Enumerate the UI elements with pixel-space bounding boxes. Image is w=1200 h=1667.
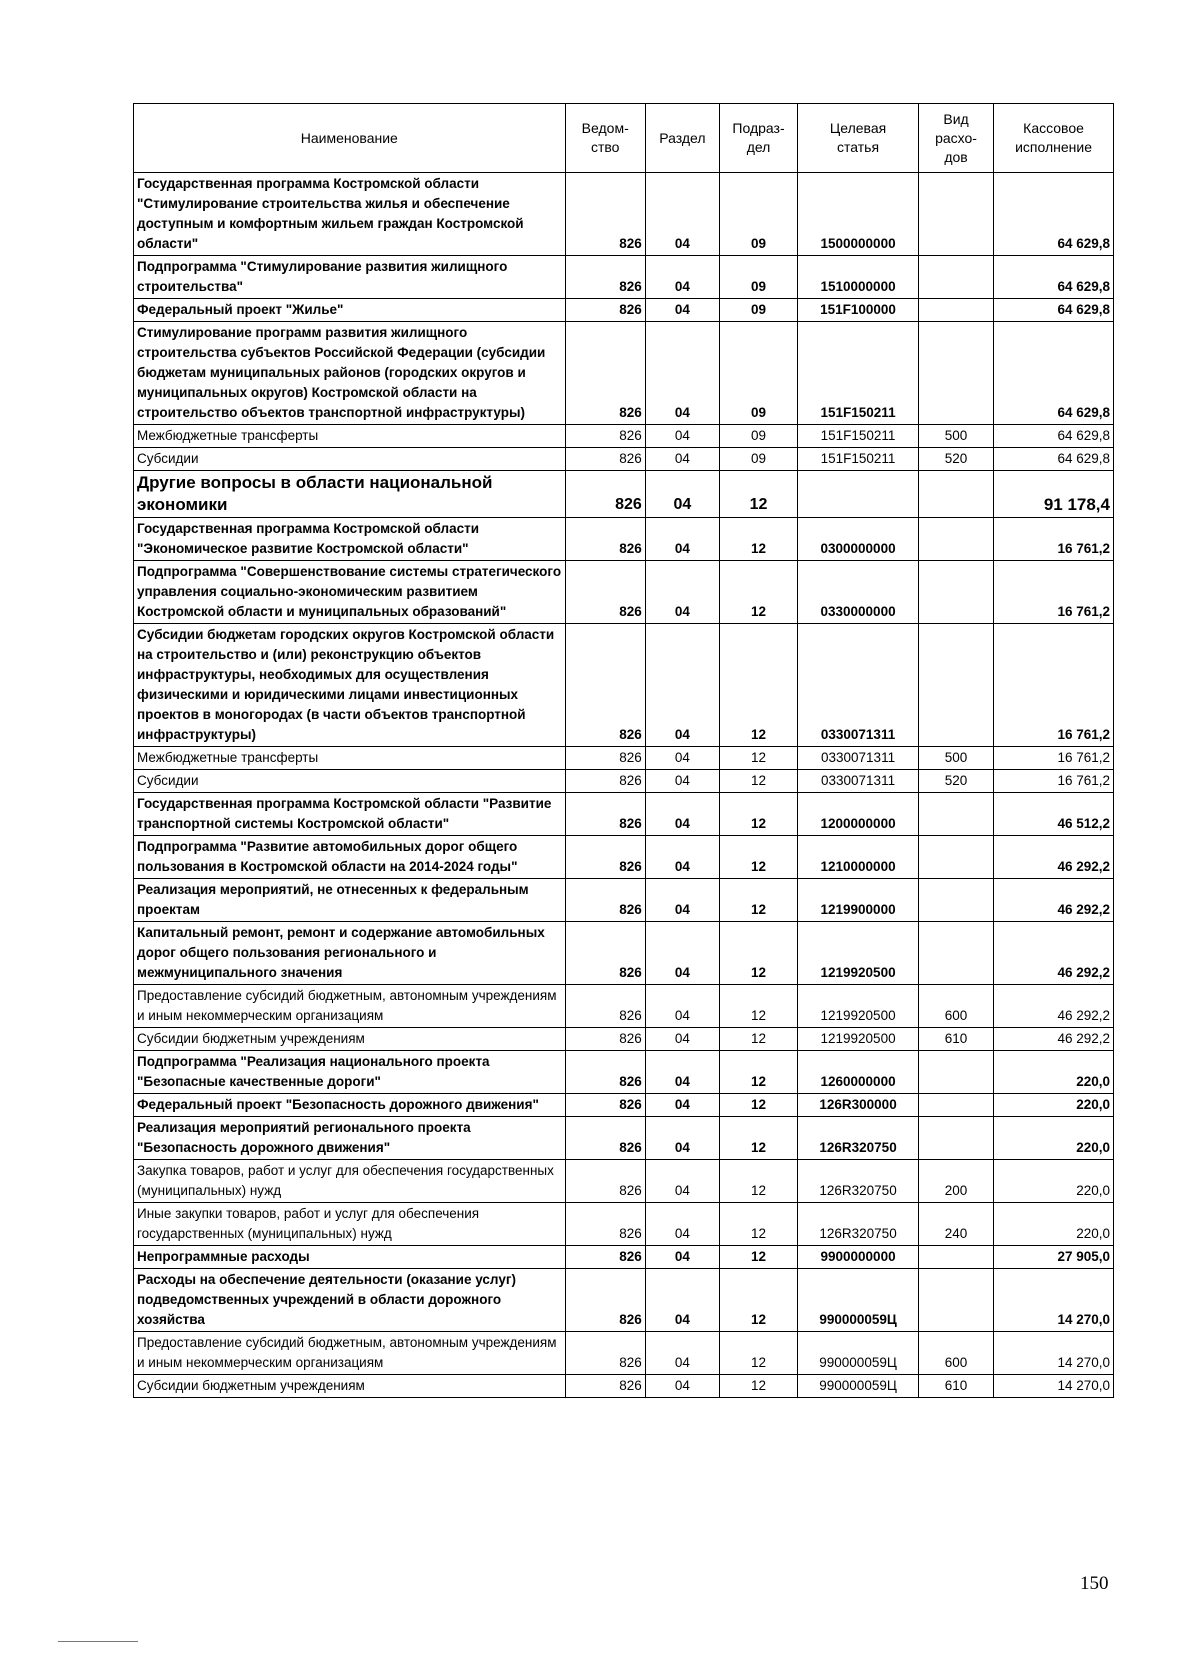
cell-department: 826 (565, 471, 645, 518)
cell-department: 826 (565, 1269, 645, 1332)
cell-expense-type (918, 1269, 993, 1332)
cell-name: Государственная программа Костромской области "Стимулирование строительства жилья и обеспечение доступным и комфортным жильем граждан Костромской области" (134, 173, 566, 256)
cell-expense-type (918, 471, 993, 518)
cell-name: Подпрограмма "Совершенствование системы стратегического управления социально-экономическим развитием Костромской области и муниципальных образований" (134, 561, 566, 624)
cell-subsection: 12 (719, 471, 797, 518)
cell-department: 826 (565, 793, 645, 836)
cell-section: 04 (645, 561, 719, 624)
cell-department: 826 (565, 624, 645, 747)
cell-amount: 64 629,8 (994, 448, 1114, 471)
cell-section: 04 (645, 1246, 719, 1269)
cell-amount: 64 629,8 (994, 173, 1114, 256)
table-row (134, 985, 1114, 1028)
table-row (134, 836, 1114, 879)
cell-name: Стимулирование программ развития жилищного строительства субъектов Российской Федерации (субсидии бюджетам муниципальных районов (городских округов и муниципальных округов) Костромской области на строительство объектов транспортной инфраструктуры) (134, 322, 566, 425)
table-row (134, 173, 1114, 256)
cell-target-article: 1510000000 (798, 256, 919, 299)
cell-name: Межбюджетные трансферты (134, 747, 566, 770)
cell-expense-type: 600 (918, 1332, 993, 1375)
cell-target-article: 1210000000 (798, 836, 919, 879)
cell-section: 04 (645, 747, 719, 770)
cell-department: 826 (565, 1160, 645, 1203)
cell-amount: 27 905,0 (994, 1246, 1114, 1269)
cell-department: 826 (565, 922, 645, 985)
header-section: Раздел (645, 104, 719, 173)
cell-subsection: 12 (719, 561, 797, 624)
cell-target-article: 126R320750 (798, 1117, 919, 1160)
page-number: 150 (1080, 1573, 1109, 1594)
cell-section: 04 (645, 256, 719, 299)
cell-department: 826 (565, 322, 645, 425)
cell-amount: 14 270,0 (994, 1375, 1114, 1398)
cell-section: 04 (645, 836, 719, 879)
cell-target-article (798, 471, 919, 518)
cell-name: Межбюджетные трансферты (134, 425, 566, 448)
cell-expense-type (918, 561, 993, 624)
cell-subsection: 09 (719, 173, 797, 256)
cell-subsection: 12 (719, 1246, 797, 1269)
cell-target-article: 990000059Ц (798, 1332, 919, 1375)
table-row (134, 1051, 1114, 1094)
cell-subsection: 12 (719, 1094, 797, 1117)
cell-target-article: 151F100000 (798, 299, 919, 322)
table-row (134, 1332, 1114, 1375)
table-row (134, 299, 1114, 322)
cell-expense-type: 520 (918, 448, 993, 471)
budget-table (133, 103, 1114, 1398)
cell-name: Расходы на обеспечение деятельности (оказание услуг) подведомственных учреждений в области дорожного хозяйства (134, 1269, 566, 1332)
table-row (134, 624, 1114, 747)
cell-section: 04 (645, 173, 719, 256)
cell-section: 04 (645, 1269, 719, 1332)
cell-amount: 64 629,8 (994, 299, 1114, 322)
cell-section: 04 (645, 471, 719, 518)
cell-target-article: 126R320750 (798, 1203, 919, 1246)
cell-subsection: 12 (719, 836, 797, 879)
cell-subsection: 09 (719, 256, 797, 299)
cell-department: 826 (565, 1375, 645, 1398)
table-row (134, 448, 1114, 471)
cell-subsection: 12 (719, 793, 797, 836)
table-row (134, 1160, 1114, 1203)
cell-amount: 14 270,0 (994, 1269, 1114, 1332)
cell-name: Государственная программа Костромской области "Экономическое развитие Костромской области" (134, 518, 566, 561)
cell-name: Реализация мероприятий, не отнесенных к федеральным проектам (134, 879, 566, 922)
table-row (134, 1375, 1114, 1398)
cell-expense-type: 500 (918, 747, 993, 770)
cell-expense-type (918, 173, 993, 256)
cell-target-article: 990000059Ц (798, 1269, 919, 1332)
cell-subsection: 09 (719, 425, 797, 448)
header-name: Наименование (134, 104, 566, 173)
cell-target-article: 151F150211 (798, 425, 919, 448)
cell-subsection: 12 (719, 1117, 797, 1160)
cell-target-article: 126R320750 (798, 1160, 919, 1203)
table-row (134, 879, 1114, 922)
cell-expense-type: 240 (918, 1203, 993, 1246)
cell-name: Субсидии бюджетам городских округов Костромской области на строительство и (или) реконструкцию объектов инфраструктуры, необходимых для осуществления физическими и юридическими лицами инвестиционных проектов в моногородах (в части объектов транспортной инфраструктуры) (134, 624, 566, 747)
cell-amount: 91 178,4 (994, 471, 1114, 518)
cell-amount: 46 292,2 (994, 985, 1114, 1028)
footer-rule (58, 1641, 138, 1642)
cell-section: 04 (645, 322, 719, 425)
cell-name: Закупка товаров, работ и услуг для обеспечения государственных (муниципальных) нужд (134, 1160, 566, 1203)
cell-amount: 220,0 (994, 1051, 1114, 1094)
cell-target-article: 1219920500 (798, 922, 919, 985)
cell-expense-type: 520 (918, 770, 993, 793)
cell-name: Подпрограмма "Стимулирование развития жилищного строительства" (134, 256, 566, 299)
header-cash-execution: Кассовое исполнение (994, 104, 1114, 173)
cell-department: 826 (565, 1028, 645, 1051)
cell-department: 826 (565, 173, 645, 256)
cell-department: 826 (565, 879, 645, 922)
table-row (134, 747, 1114, 770)
cell-expense-type (918, 299, 993, 322)
cell-name: Субсидии (134, 770, 566, 793)
table-row (134, 922, 1114, 985)
table-row (134, 518, 1114, 561)
table-row (134, 1028, 1114, 1051)
cell-subsection: 09 (719, 448, 797, 471)
cell-department: 826 (565, 561, 645, 624)
cell-department: 826 (565, 836, 645, 879)
cell-amount: 16 761,2 (994, 561, 1114, 624)
cell-subsection: 12 (719, 985, 797, 1028)
cell-subsection: 12 (719, 1332, 797, 1375)
cell-amount: 220,0 (994, 1203, 1114, 1246)
table-row (134, 1269, 1114, 1332)
cell-name: Субсидии бюджетным учреждениям (134, 1375, 566, 1398)
cell-amount: 64 629,8 (994, 425, 1114, 448)
cell-amount: 16 761,2 (994, 747, 1114, 770)
cell-expense-type (918, 836, 993, 879)
cell-expense-type: 200 (918, 1160, 993, 1203)
cell-name: Подпрограмма "Реализация национального проекта "Безопасные качественные дороги" (134, 1051, 566, 1094)
cell-target-article: 0330000000 (798, 561, 919, 624)
table-row (134, 256, 1114, 299)
cell-subsection: 12 (719, 1051, 797, 1094)
cell-department: 826 (565, 770, 645, 793)
cell-name: Субсидии бюджетным учреждениям (134, 1028, 566, 1051)
cell-subsection: 12 (719, 1375, 797, 1398)
cell-target-article: 1219920500 (798, 985, 919, 1028)
cell-department: 826 (565, 1332, 645, 1375)
cell-subsection: 12 (719, 770, 797, 793)
table-row (134, 1203, 1114, 1246)
cell-section: 04 (645, 1051, 719, 1094)
cell-target-article: 1219900000 (798, 879, 919, 922)
cell-amount: 46 512,2 (994, 793, 1114, 836)
cell-section: 04 (645, 770, 719, 793)
cell-amount: 14 270,0 (994, 1332, 1114, 1375)
cell-expense-type: 610 (918, 1028, 993, 1051)
cell-section: 04 (645, 1375, 719, 1398)
table-row (134, 471, 1114, 518)
cell-subsection: 09 (719, 322, 797, 425)
table-row (134, 1246, 1114, 1269)
cell-department: 826 (565, 1117, 645, 1160)
table-row (134, 561, 1114, 624)
cell-target-article: 990000059Ц (798, 1375, 919, 1398)
table-row (134, 793, 1114, 836)
cell-target-article: 1200000000 (798, 793, 919, 836)
cell-target-article: 151F150211 (798, 322, 919, 425)
cell-expense-type (918, 518, 993, 561)
cell-section: 04 (645, 793, 719, 836)
header-subsection: Подраз- дел (719, 104, 797, 173)
table-row (134, 770, 1114, 793)
cell-amount: 220,0 (994, 1094, 1114, 1117)
cell-section: 04 (645, 1160, 719, 1203)
cell-expense-type (918, 322, 993, 425)
cell-subsection: 12 (719, 1160, 797, 1203)
cell-name: Другие вопросы в области национальной экономики (134, 471, 566, 518)
cell-expense-type (918, 793, 993, 836)
cell-section: 04 (645, 425, 719, 448)
table-body (134, 173, 1114, 1398)
cell-subsection: 12 (719, 518, 797, 561)
cell-section: 04 (645, 1094, 719, 1117)
cell-expense-type: 610 (918, 1375, 993, 1398)
cell-target-article: 0330071311 (798, 770, 919, 793)
cell-section: 04 (645, 879, 719, 922)
cell-section: 04 (645, 985, 719, 1028)
cell-department: 826 (565, 518, 645, 561)
cell-amount: 64 629,8 (994, 256, 1114, 299)
cell-department: 826 (565, 448, 645, 471)
cell-department: 826 (565, 1203, 645, 1246)
cell-expense-type (918, 256, 993, 299)
cell-expense-type (918, 1094, 993, 1117)
cell-department: 826 (565, 985, 645, 1028)
cell-target-article: 151F150211 (798, 448, 919, 471)
cell-expense-type (918, 1051, 993, 1094)
cell-subsection: 12 (719, 624, 797, 747)
header-department: Ведом- ство (565, 104, 645, 173)
cell-section: 04 (645, 1203, 719, 1246)
cell-department: 826 (565, 1051, 645, 1094)
cell-name: Предоставление субсидий бюджетным, автономным учреждениям и иным некоммерческим организациям (134, 1332, 566, 1375)
cell-subsection: 12 (719, 1028, 797, 1051)
cell-department: 826 (565, 1094, 645, 1117)
cell-amount: 46 292,2 (994, 879, 1114, 922)
cell-subsection: 12 (719, 1203, 797, 1246)
cell-expense-type: 600 (918, 985, 993, 1028)
cell-section: 04 (645, 518, 719, 561)
cell-target-article: 1500000000 (798, 173, 919, 256)
header-expense-type: Вид расхо- дов (918, 104, 993, 173)
cell-section: 04 (645, 299, 719, 322)
cell-target-article: 9900000000 (798, 1246, 919, 1269)
cell-target-article: 0300000000 (798, 518, 919, 561)
cell-amount: 16 761,2 (994, 624, 1114, 747)
cell-expense-type (918, 624, 993, 747)
cell-subsection: 09 (719, 299, 797, 322)
cell-amount: 64 629,8 (994, 322, 1114, 425)
cell-name: Непрограммные расходы (134, 1246, 566, 1269)
cell-department: 826 (565, 256, 645, 299)
cell-target-article: 1219920500 (798, 1028, 919, 1051)
table-row (134, 322, 1114, 425)
cell-section: 04 (645, 922, 719, 985)
cell-section: 04 (645, 448, 719, 471)
cell-section: 04 (645, 624, 719, 747)
cell-target-article: 0330071311 (798, 747, 919, 770)
cell-expense-type (918, 879, 993, 922)
cell-section: 04 (645, 1028, 719, 1051)
cell-target-article: 1260000000 (798, 1051, 919, 1094)
table-row (134, 425, 1114, 448)
table-header-row (134, 104, 1114, 173)
cell-expense-type: 500 (918, 425, 993, 448)
cell-amount: 220,0 (994, 1160, 1114, 1203)
cell-name: Государственная программа Костромской области "Развитие транспортной системы Костромской области" (134, 793, 566, 836)
cell-expense-type (918, 1246, 993, 1269)
cell-expense-type (918, 1117, 993, 1160)
cell-name: Подпрограмма "Развитие автомобильных дорог общего пользования в Костромской области на 2014-2024 годы" (134, 836, 566, 879)
cell-target-article: 0330071311 (798, 624, 919, 747)
cell-amount: 220,0 (994, 1117, 1114, 1160)
cell-section: 04 (645, 1117, 719, 1160)
cell-name: Реализация мероприятий регионального проекта "Безопасность дорожного движения" (134, 1117, 566, 1160)
table-row (134, 1117, 1114, 1160)
header-target-article: Целевая статья (798, 104, 919, 173)
cell-name: Федеральный проект "Жилье" (134, 299, 566, 322)
cell-department: 826 (565, 747, 645, 770)
cell-name: Предоставление субсидий бюджетным, автономным учреждениям и иным некоммерческим организациям (134, 985, 566, 1028)
cell-subsection: 12 (719, 922, 797, 985)
cell-department: 826 (565, 1246, 645, 1269)
cell-section: 04 (645, 1332, 719, 1375)
cell-subsection: 12 (719, 1269, 797, 1332)
cell-amount: 46 292,2 (994, 1028, 1114, 1051)
cell-amount: 16 761,2 (994, 770, 1114, 793)
cell-expense-type (918, 922, 993, 985)
cell-amount: 16 761,2 (994, 518, 1114, 561)
cell-name: Капитальный ремонт, ремонт и содержание автомобильных дорог общего пользования регионального и межмуниципального значения (134, 922, 566, 985)
cell-name: Субсидии (134, 448, 566, 471)
cell-subsection: 12 (719, 747, 797, 770)
cell-department: 826 (565, 425, 645, 448)
cell-amount: 46 292,2 (994, 922, 1114, 985)
cell-subsection: 12 (719, 879, 797, 922)
cell-amount: 46 292,2 (994, 836, 1114, 879)
table-row (134, 1094, 1114, 1117)
cell-target-article: 126R300000 (798, 1094, 919, 1117)
cell-name: Федеральный проект "Безопасность дорожного движения" (134, 1094, 566, 1117)
cell-name: Иные закупки товаров, работ и услуг для обеспечения государственных (муниципальных) нужд (134, 1203, 566, 1246)
cell-department: 826 (565, 299, 645, 322)
